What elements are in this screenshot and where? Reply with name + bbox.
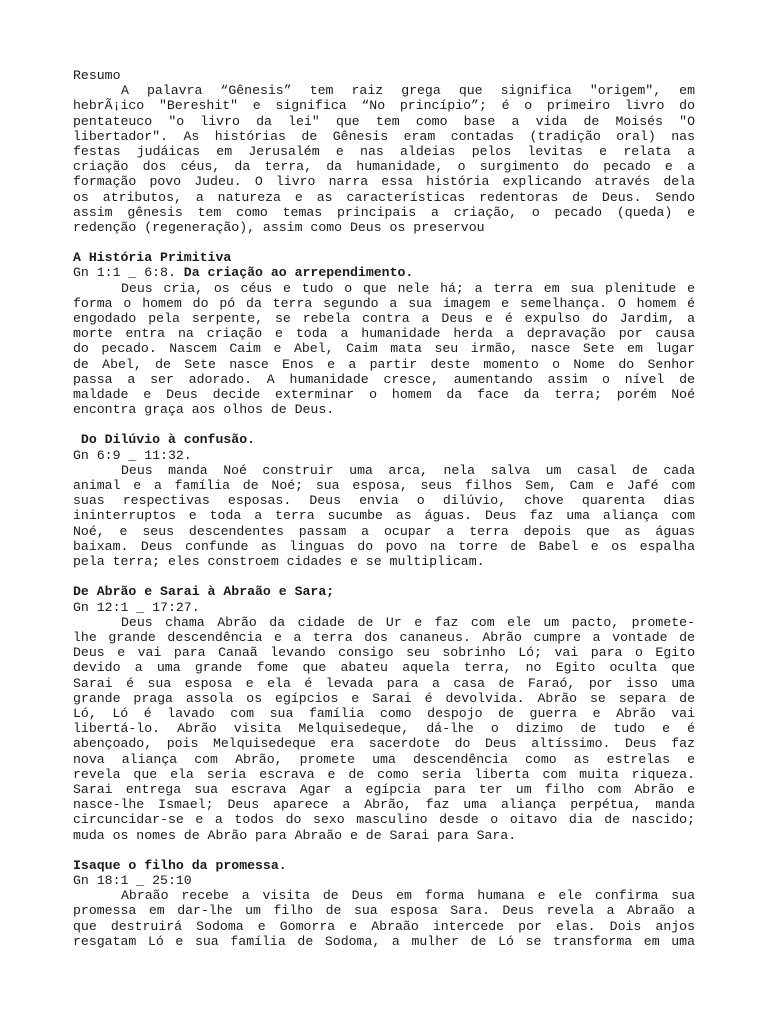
text-line: passa a ser adorado. A humanidade cresce, aumentando assim o nível de [73,371,695,387]
text-line: Ló, Ló é lavado com sua família como despojo de guerra e Abrão vai [73,705,695,721]
spacer [73,417,695,432]
section-heading: Isaque o filho da promessa. [73,857,287,873]
text-line: baixam. Deus confunde as linguas do povo na torre de Babel e os espalha [73,538,695,554]
text-line: lhe grande descendência e a terra dos cananeus. Abrão cumpre a vontade de [73,629,695,645]
section-abrao [73,584,695,842]
spacer [73,569,695,584]
text-line: nasce-lhe Ismael; Deus aparece a Abrão, faz uma aliança perpétua, manda [73,797,695,813]
text-line: do pecado. Nascem Caim e Abel, Caim mata seu irmão, nasce Sete em lugar [73,341,695,357]
section-diluvio [73,432,695,569]
text-line: pentateuco "o livro da lei" que tem como base a vida de Moisés "O [73,113,695,129]
text-line: pela terra; eles constroem cidades e se multiplicam. [73,554,485,570]
text-line: resgatam Ló e sua família de Sodoma, a mulher de Ló se transforma em uma [73,933,695,949]
text-line: festas judáicas em Jerusalém e nas aldeias pelos levitas e relata a [73,144,695,160]
text-line: criação dos céus, da terra, da humanidade, o surgimento do pecado e a [73,159,695,175]
text-line: circuncidar-se e a todos do sexo masculino desde o oitavo dia de nascido; [73,812,695,828]
section-heading: Do Dilúvio à confusão. [73,432,256,448]
text-line: devido a uma grande fome que abateu aquela terra, no Egito oculta que [73,660,695,676]
scripture-reference-line [73,265,695,280]
text-line: Sarai é sua esposa e ela é levada para a casa de Faraó, por isso uma [73,675,695,691]
spacer [73,843,695,858]
section-subtitle: Da criação ao arrependimento. [175,265,414,281]
text-line: Deus e vai para Canaã levando consigo seu sobrinho Ló; vai para o Egito [73,645,695,661]
text-line: nova aliança com Abrão, promete uma descendência como as estrelas e [73,751,695,767]
text-line: Deus chama Abrão da cidade de Ur e faz com ele um pacto, promete- [121,614,695,630]
scripture-reference: Gn 1:1 _ 6:8. [73,265,176,281]
text-line: Abraão recebe a visita de Deus em forma humana e ele confirma sua [121,888,695,904]
section-resumo [73,68,695,235]
text-line: grande praga assola os egípcios e Sarai é devolvida. Abrão se separa de [73,690,695,706]
text-line: redenção (regeneração), assim como Deus os preservou [73,220,485,236]
scripture-reference: Gn 6:9 _ 11:32. [73,447,192,463]
text-line: encontra graça aos olhos de Deus. [73,402,335,418]
text-line: morte entra na criação e toda a humanidade herda a depravação por causa [73,326,695,342]
text-line: que destruirá Sodoma e Gomorra e Abraão intercede por elas. Dois anjos [73,918,695,934]
text-line: revela que ela seria escrava e de como seria liberta com muita riqueza. [73,766,695,782]
text-line: Deus manda Noé construir uma arca, nela salva um casal de cada [121,462,695,478]
text-line: hebrÃ¡ico "Bereshit" e significa “No princípio”; é o primeiro livro do [73,98,695,114]
text-line: ininterruptos e toda a terra sucumbe as águas. Deus faz uma aliança com [73,508,695,524]
section-heading: De Abrão e Sarai à Abraão e Sara; [73,584,335,600]
section-heading: A História Primitiva [73,250,232,266]
text-line: engodado pela serpente, se rebela contra a Deus e é expulso do Jardim, a [73,311,695,327]
text-line: de Abel, de Sete nasce Enos e a partir deste momento o Nome do Senhor [73,356,695,372]
text-line: Sarai entrega sua escrava Agar a egípcia para ter um filho com Abrão e [73,781,695,797]
text-line: Noé, e seus descendentes passam a ocupar a terra depois que as águas [73,523,695,539]
text-line: suas respectivas esposas. Deus envia o dilúvio, chove quarenta dias [73,493,695,509]
spacer [73,235,695,250]
text-line: formação povo Judeu. O livro narra essa história explicando através dela [73,174,695,190]
text-line: os atributos, a natureza e as características redentoras de Deus. Sendo [73,189,695,205]
text-line: Deus cria, os céus e tudo o que nele há; a terra em sua plenitude e [121,280,695,296]
document-page [73,68,695,949]
text-line: maldade e Deus decide exterminar o homem da face da terra; porém Noé [73,387,695,403]
section-label: Resumo [73,68,121,83]
text-line: abençoado, pois Melquisedeque era sacerdote do Deus altíssimo. Deus faz [73,736,695,752]
text-line: assim gênesis tem como temas principais a criação, o pecado (queda) e [73,204,695,220]
text-line: promessa em dar-lhe um filho de sua esposa Sara. Deus revela a Abraão a [73,903,695,919]
text-line: libertá-lo. Abrão visita Melquisedeque, dá-lhe o dizimo de tudo e é [73,721,695,737]
text-line: A palavra “Gênesis” tem raiz grega que significa "origem", em [121,83,695,99]
text-line: muda os nomes de Abrão para Abraão e de Sarai para Sara. [73,827,517,843]
scripture-reference: Gn 12:1 _ 17:27. [73,599,200,615]
text-line: animal e a família de Noé; sua esposa, seus filhos Sem, Cam e Jafé com [73,478,695,494]
text-line: forma o homem do pó da terra segundo a sua imagem e semelhança. O homem é [73,295,695,311]
section-isaque [73,858,695,949]
scripture-reference: Gn 18:1 _ 25:10 [73,872,192,888]
section-historia-primitiva [73,250,695,417]
text-line: libertador". As histórias de Gênesis eram contadas (tradição oral) nas [73,128,695,144]
